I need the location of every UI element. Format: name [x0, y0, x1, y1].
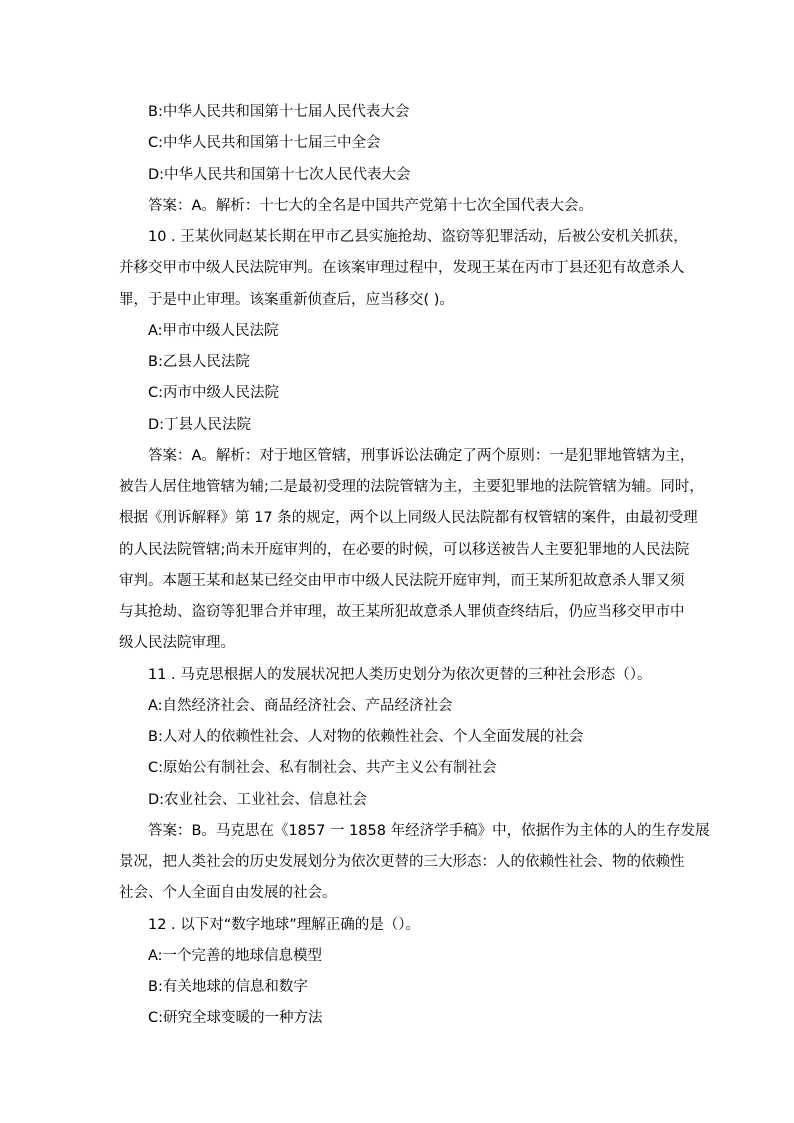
text-line: 答案：A。解析：对于地区管辖，刑事诉讼法确定了两个原则：一是犯罪地管辖为主， [148, 447, 695, 464]
text-line: A:自然经济社会、商品经济社会、产品经济社会 [148, 697, 453, 714]
text-line: 根据《刑诉解释》第 17 条的规定，两个以上同级人民法院都有权管辖的案件，由最初受理 [119, 510, 698, 527]
text-line: 级人民法院审理。 [119, 635, 235, 652]
text-line: C:原始公有制社会、私有制社会、共产主义公有制社会 [148, 760, 497, 777]
text-line: C:研究全球变暖的一种方法 [148, 1010, 323, 1027]
text-line: 并移交甲市中级人民法院审判。在该案审理过程中，发现王某在丙市丁县还犯有故意杀人 [119, 260, 685, 277]
text-line: D:中华人民共和国第十七次人民代表大会 [148, 166, 411, 183]
text-line: 11 . 马克思根据人的发展状况把人类历史划分为依次更替的三种社会形态（）。 [148, 666, 652, 683]
text-line: B:中华人民共和国第十七届人民代表大会 [148, 104, 410, 120]
text-line: B:人对人的依赖性社会、人对物的依赖性社会、个人全面发展的社会 [148, 729, 584, 745]
text-line: C:中华人民共和国第十七届三中全会 [148, 135, 381, 152]
text-line: 10 . 王某伙同赵某长期在甲市乙县实施抢劫、盗窃等犯罪活动，后被公安机关抓获， [148, 229, 688, 245]
text-line: A:甲市中级人民法院 [148, 322, 279, 339]
text-line: 答案：A。解析：十七大的全名是中国共产党第十七次全国代表大会。 [148, 197, 593, 214]
text-line: 被告人居住地管辖为辅;二是最初受理的法院管辖为主，主要犯罪地的法院管辖为辅。同时， [119, 479, 704, 495]
text-line: B:有关地球的信息和数字 [148, 979, 308, 995]
text-line: 景况，把人类社会的历史发展划分为依次更替的三大形态：人的依赖性社会、物的依赖性 [119, 854, 685, 870]
text-line: 罪，于是中止审理。该案重新侦查后，应当移交( )。 [119, 291, 454, 308]
text-line: D:农业社会、工业社会、信息社会 [148, 791, 368, 808]
text-line: 的人民法院管辖;尚未开庭审判的，在必要的时候，可以移送被告人主要犯罪地的人民法院 [119, 541, 690, 558]
text-line: 12 . 以下对“数字地球”理解正确的是（）。 [148, 916, 421, 933]
text-line: B:乙县人民法院 [148, 354, 250, 370]
document-page [119, 97, 710, 1035]
text-line: C:丙市中级人民法院 [148, 385, 280, 402]
text-line: D:丁县人民法院 [148, 416, 252, 433]
text-line: 与其抢劫、盗窃等犯罪合并审理，故王某所犯故意杀人罪侦查终结后，仍应当移交甲市中 [119, 604, 685, 620]
text-line: 答案：B。马克思在《1857 一 1858 年经济学手稿》中，依据作为主体的人的生存发展 [148, 822, 710, 839]
text-line: A:一个完善的地球信息模型 [148, 947, 323, 964]
text-line: 社会、个人全面自由发展的社会。 [119, 885, 337, 902]
text-line: 审判。本题王某和赵某已经交由甲市中级人民法院开庭审判，而王某所犯故意杀人罪又须 [119, 572, 685, 589]
